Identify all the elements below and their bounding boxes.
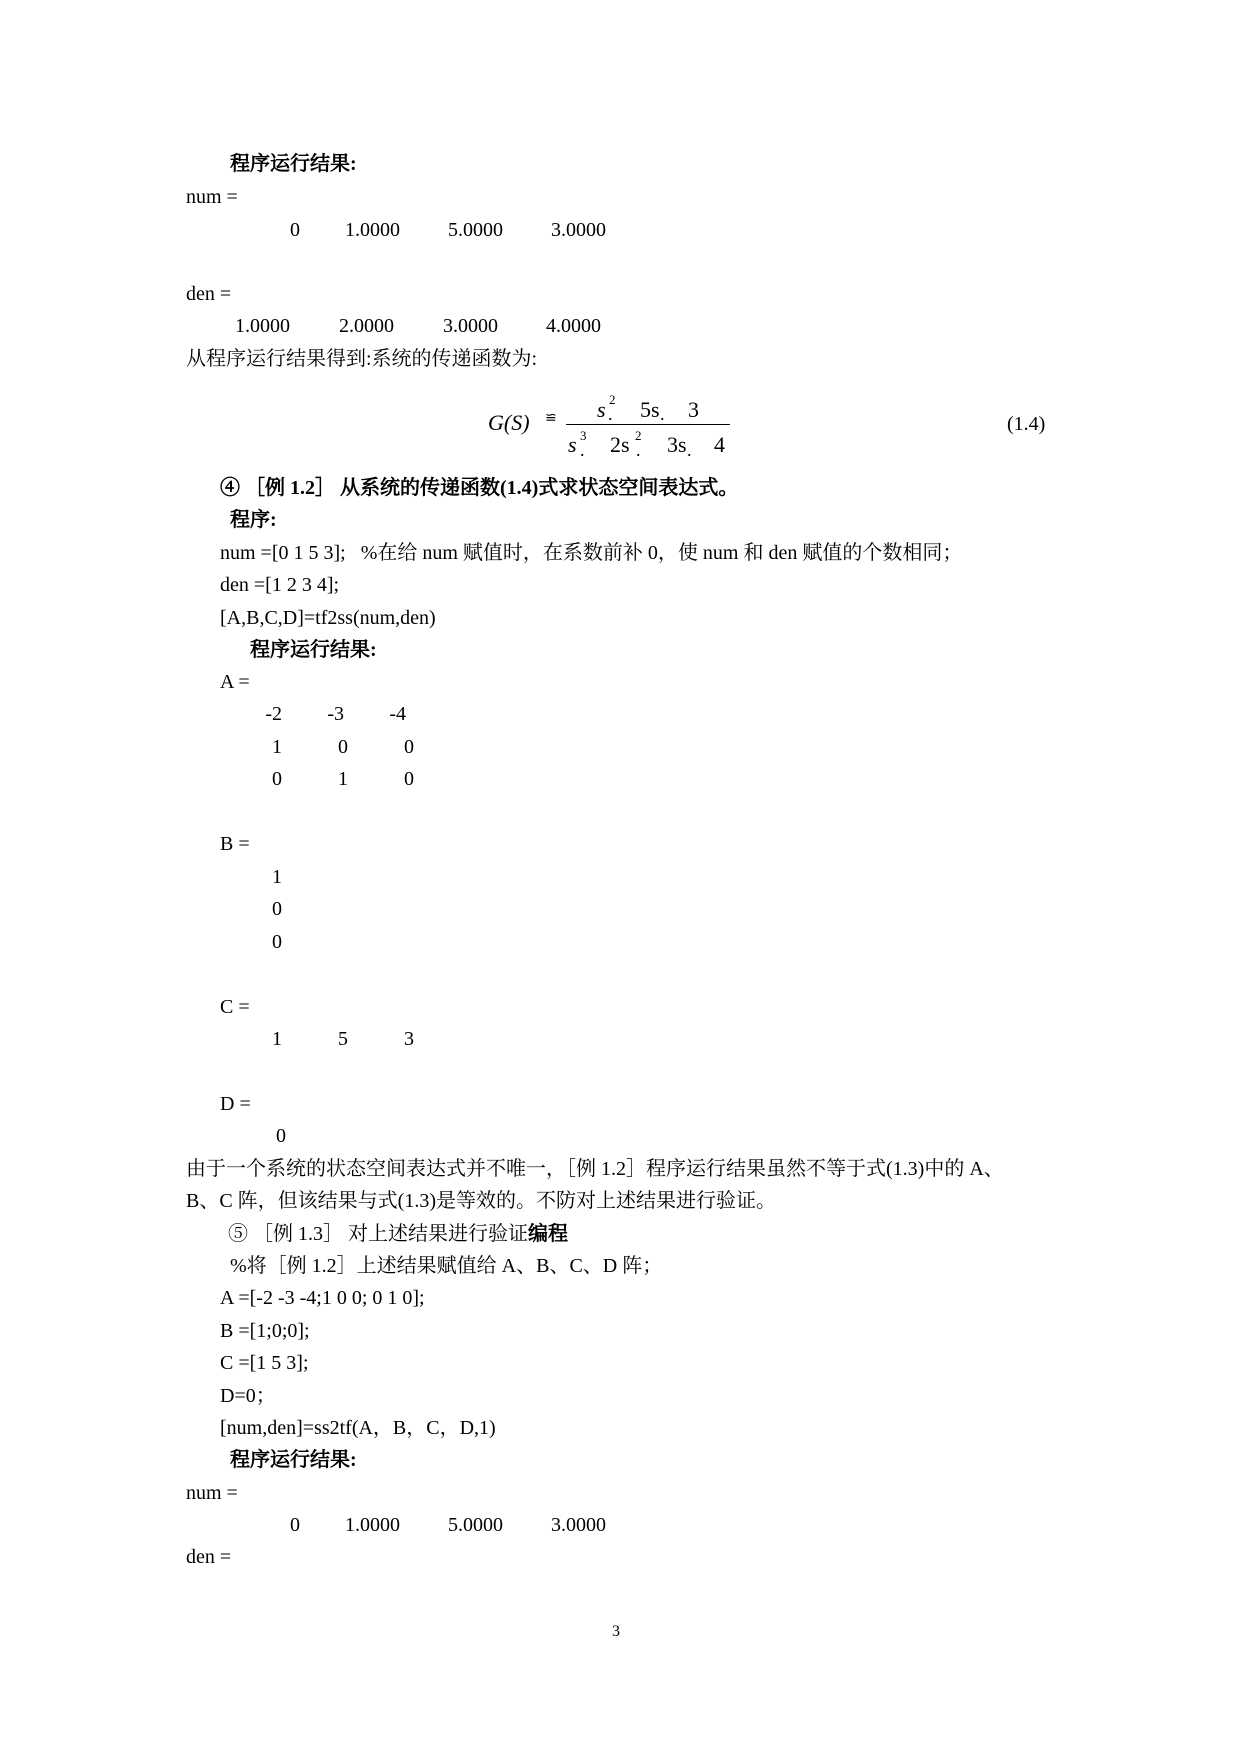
matrix-c-label: C = <box>220 996 250 1018</box>
eq-den-dot3: . <box>687 440 692 460</box>
eq-num-dot1: . <box>608 404 613 424</box>
example-1-3-heading-text: ⑤ ［例 1.3］ 对上述结果进行验证 <box>228 1223 528 1245</box>
code-line: [A,B,C,D]=tf2ss(num,den) <box>220 607 436 629</box>
eq-symbol: ≌ <box>545 411 557 426</box>
example-1-3-heading <box>228 1222 568 1246</box>
eq-num-5s: 5s <box>640 397 660 422</box>
matrix-a-cell: -3 <box>327 703 344 725</box>
eq-den-s: s <box>568 432 577 457</box>
code-line: num =[0 1 5 3]; %在给 num 赋值时，在系数前补 0，使 num 和 den 赋值的个数相同； <box>220 542 963 564</box>
eq-den-4: 4 <box>714 432 725 457</box>
matrix-a-cell: -2 <box>265 703 282 725</box>
example-1-2-heading: ④ ［例 1.2］ 从系统的传递函数(1.4)式求状态空间表达式。 <box>220 477 739 499</box>
eq-number: (1.4) <box>1007 413 1046 435</box>
matrix-a-cell: 0 <box>404 768 414 790</box>
eq-den-dot2: . <box>636 440 641 460</box>
eq-den-2s-exp: 2 <box>635 428 642 443</box>
num-label-1: num = <box>186 186 238 208</box>
code-line: C =[1 5 3]; <box>220 1352 309 1374</box>
page-number: 3 <box>612 1623 620 1640</box>
result-heading-1: 程序运行结果: <box>230 153 357 175</box>
eq-num-dot2: . <box>660 404 665 424</box>
den-value-2: 2.0000 <box>339 315 394 337</box>
num-label-2: num = <box>186 1482 238 1504</box>
matrix-a-label: A = <box>220 671 250 693</box>
eq-num-s: s <box>597 397 606 422</box>
matrix-c-cell: 1 <box>272 1028 282 1050</box>
eq-den-dot1: . <box>580 440 585 460</box>
example-1-3-heading-bold: 编程 <box>528 1223 568 1245</box>
transfer-function-intro: 从程序运行结果得到:系统的传递函数为: <box>186 348 538 370</box>
code-line: B =[1;0;0]; <box>220 1320 310 1342</box>
matrix-a-cell: 0 <box>272 768 282 790</box>
num-value-4: 3.0000 <box>551 219 606 241</box>
code-line: %将［例 1.2］上述结果赋值给 A、B、C、D 阵； <box>230 1255 663 1277</box>
num-value-1: 0 <box>290 219 300 241</box>
num-value-2: 1.0000 <box>345 219 400 241</box>
code-line: A =[-2 -3 -4;1 0 0; 0 1 0]; <box>220 1287 425 1309</box>
num-value-3: 5.0000 <box>448 1514 503 1536</box>
num-value-3: 5.0000 <box>448 219 503 241</box>
eq-num-3: 3 <box>688 397 699 422</box>
result-heading-2: 程序运行结果: <box>250 639 377 661</box>
eq-den-2s: 2s <box>610 432 630 457</box>
eq-fraction-line <box>566 424 730 425</box>
matrix-a-cell: 0 <box>338 736 348 758</box>
num-value-1: 0 <box>290 1514 300 1536</box>
den-value-1: 1.0000 <box>235 315 290 337</box>
code-line: [num,den]=ss2tf(A，B，C，D,1) <box>220 1417 496 1439</box>
paragraph-line: 由于一个系统的状态空间表达式并不唯一，［例 1.2］程序运行结果虽然不等于式(1.3)中的 A、 <box>186 1158 1004 1180</box>
matrix-b-label: B = <box>220 833 250 855</box>
eq-lhs: G(S) <box>488 410 530 435</box>
den-label-2: den = <box>186 1546 232 1568</box>
code-line: den =[1 2 3 4]; <box>220 574 340 596</box>
matrix-b-cell: 0 <box>272 931 282 953</box>
num-value-2: 1.0000 <box>345 1514 400 1536</box>
paragraph-line: B、C 阵，但该结果与式(1.3)是等效的。不防对上述结果进行验证。 <box>186 1190 776 1212</box>
matrix-d-cell: 0 <box>276 1125 286 1147</box>
den-label-1: den = <box>186 283 232 305</box>
eq-den-s-exp: 3 <box>580 428 587 443</box>
example-1-2-program-label: 程序: <box>230 509 277 531</box>
matrix-a-cell: -4 <box>389 703 406 725</box>
den-value-3: 3.0000 <box>443 315 498 337</box>
matrix-a-cell: 1 <box>338 768 348 790</box>
matrix-a-cell: 0 <box>404 736 414 758</box>
den-value-4: 4.0000 <box>546 315 601 337</box>
matrix-b-cell: 1 <box>272 866 282 888</box>
eq-den-3s: 3s <box>667 432 687 457</box>
result-heading-3: 程序运行结果: <box>230 1449 357 1471</box>
matrix-c-cell: 3 <box>404 1028 414 1050</box>
matrix-a-cell: 1 <box>272 736 282 758</box>
num-value-4: 3.0000 <box>551 1514 606 1536</box>
matrix-b-cell: 0 <box>272 898 282 920</box>
eq-num-s-exp: 2 <box>609 392 616 407</box>
code-line: D=0； <box>220 1385 276 1407</box>
matrix-c-cell: 5 <box>338 1028 348 1050</box>
matrix-d-label: D = <box>220 1093 251 1115</box>
